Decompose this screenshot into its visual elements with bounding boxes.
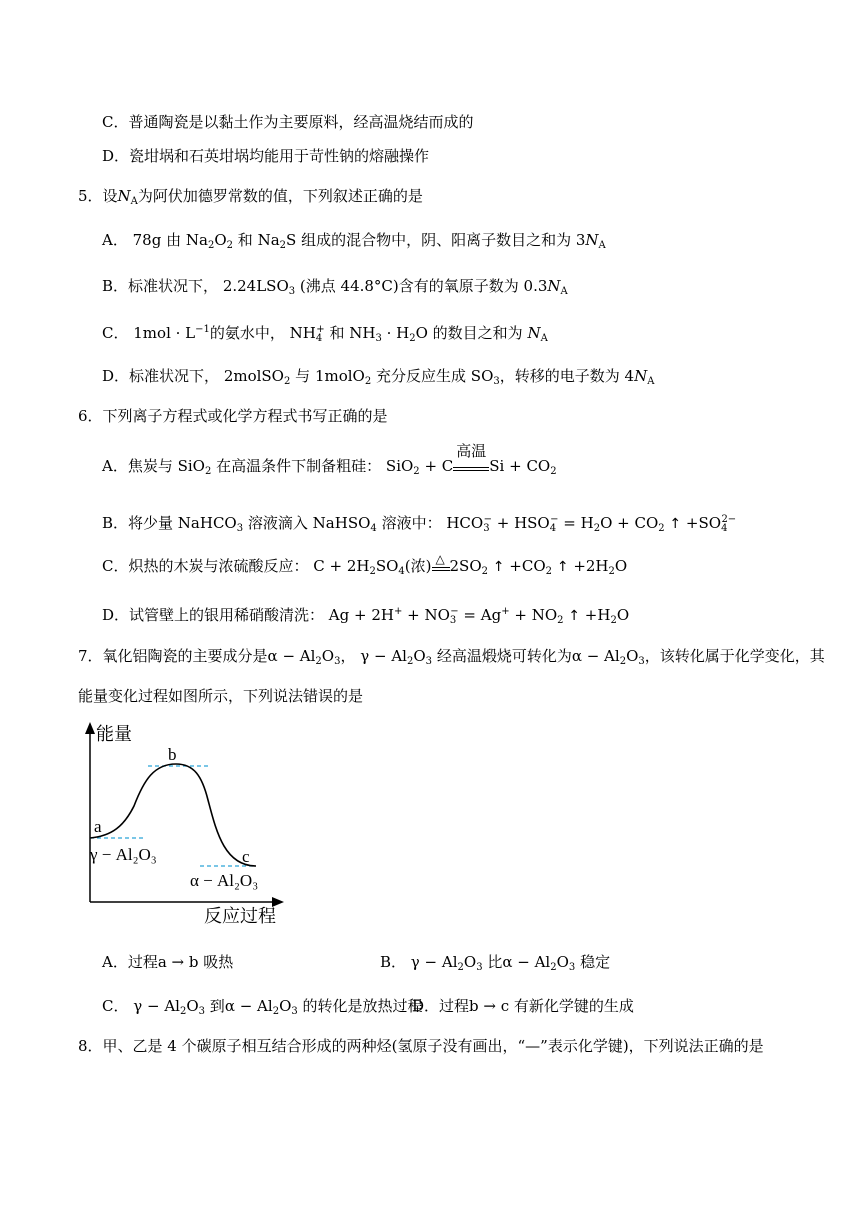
- q5-option-a: A． 78g 由 $Na_2O_2$ 和 $Na_2S$ 组成的混合物中，阴、阳离子数目之和为 $3N_A$: [102, 231, 606, 251]
- q6-option-d: D．试管壁上的银用稀硝酸清洗： $Ag + 2H^+ + NO_3^- = Ag^+ + NO_2$ ↑ $+H_2O$: [102, 606, 630, 626]
- heat-equals-sign: △: [432, 558, 450, 571]
- q7-option-d: D．过程b → c 有新化学键的生成: [412, 997, 634, 1015]
- q7-stem-line2: 能量变化过程如图所示，下列说法错误的是: [78, 687, 364, 705]
- q5-option-d: D．标准状况下， 2molSO$_2$ 与 1molO$_2$ 充分反应生成 $SO_3$，转移的电子数为 $4N_A$: [102, 367, 655, 387]
- alpha-alumina-label: α − Al₂O₃: [190, 871, 259, 890]
- q5-stem: 5．设$N_A$为阿伏加德罗常数的值，下列叙述正确的是: [78, 187, 423, 207]
- energy-profile-diagram: [72, 716, 292, 926]
- point-a-label: a: [94, 817, 102, 836]
- high-temp-equals-sign: 高温: [453, 458, 489, 471]
- q7-option-a: A．过程a → b 吸热: [102, 953, 234, 971]
- q8-stem: 8．甲、乙是 4 个碳原子相互结合形成的两种烃(氢原子没有画出，“—”表示化学键)，下列说法正确的是: [78, 1037, 764, 1055]
- q7-option-c: C． $\gamma - Al_2O_3$ 到$\alpha - Al_2O_3$ 的转化是放热过程: [102, 997, 423, 1017]
- point-c-label: c: [242, 847, 250, 866]
- gamma-alumina-label: γ − Al₂O₃: [90, 845, 157, 864]
- y-axis-label: 能量: [96, 724, 132, 745]
- q6-option-a: A．焦炭与 SiO$_2$ 在高温条件下制备粗硅： SiO$_2$ + C 高温 $Si + CO_2$: [102, 442, 557, 477]
- q5-option-b: B．标准状况下， $2.24LSO_3$ (沸点 44.8°C)含有的氧原子数为 $0.3N_A$: [102, 277, 568, 297]
- q6-stem: 6．下列离子方程式或化学方程式书写正确的是: [78, 407, 388, 425]
- q6-option-b: B．将少量 NaHCO$_3$ 溶液滴入 NaHSO$_4$ 溶液中： $HCO_3^- + HSO_4^- = H_2O + CO_2$ ↑ $+SO_4^{2-}$: [102, 514, 737, 534]
- q4-option-c: C．普通陶瓷是以黏土作为主要原料，经高温烧结而成的: [102, 113, 474, 131]
- y-axis-arrow: [85, 722, 95, 734]
- point-b-label: b: [168, 745, 177, 764]
- x-axis-label: 反应过程: [204, 906, 276, 926]
- q4-option-d: D．瓷坩埚和石英坩埚均能用于苛性钠的熔融操作: [102, 147, 430, 165]
- q6-option-c: C．炽热的木炭与浓硫酸反应： $C + 2H_2SO_4$(浓) △ $2SO_2$ ↑ $+CO_2$ ↑ $+2H_2O$: [102, 552, 628, 577]
- q5-option-c: C． $1mol \cdot L^{-1}$的氨水中， $NH_4^+$ 和 $NH_3 \cdot H_2O$ 的数目之和为 $N_A$: [102, 324, 548, 344]
- q7-stem-line1: 7．氧化铝陶瓷的主要成分是$\alpha - Al_2O_3$， $\gamma - Al_2O_3$ 经高温煅烧可转化为$\alpha - Al_2O_3$，该转化属于化学变化，其: [78, 647, 825, 667]
- q7-option-b: B． $\gamma - Al_2O_3$ 比$\alpha - Al_2O_3$ 稳定: [380, 953, 611, 973]
